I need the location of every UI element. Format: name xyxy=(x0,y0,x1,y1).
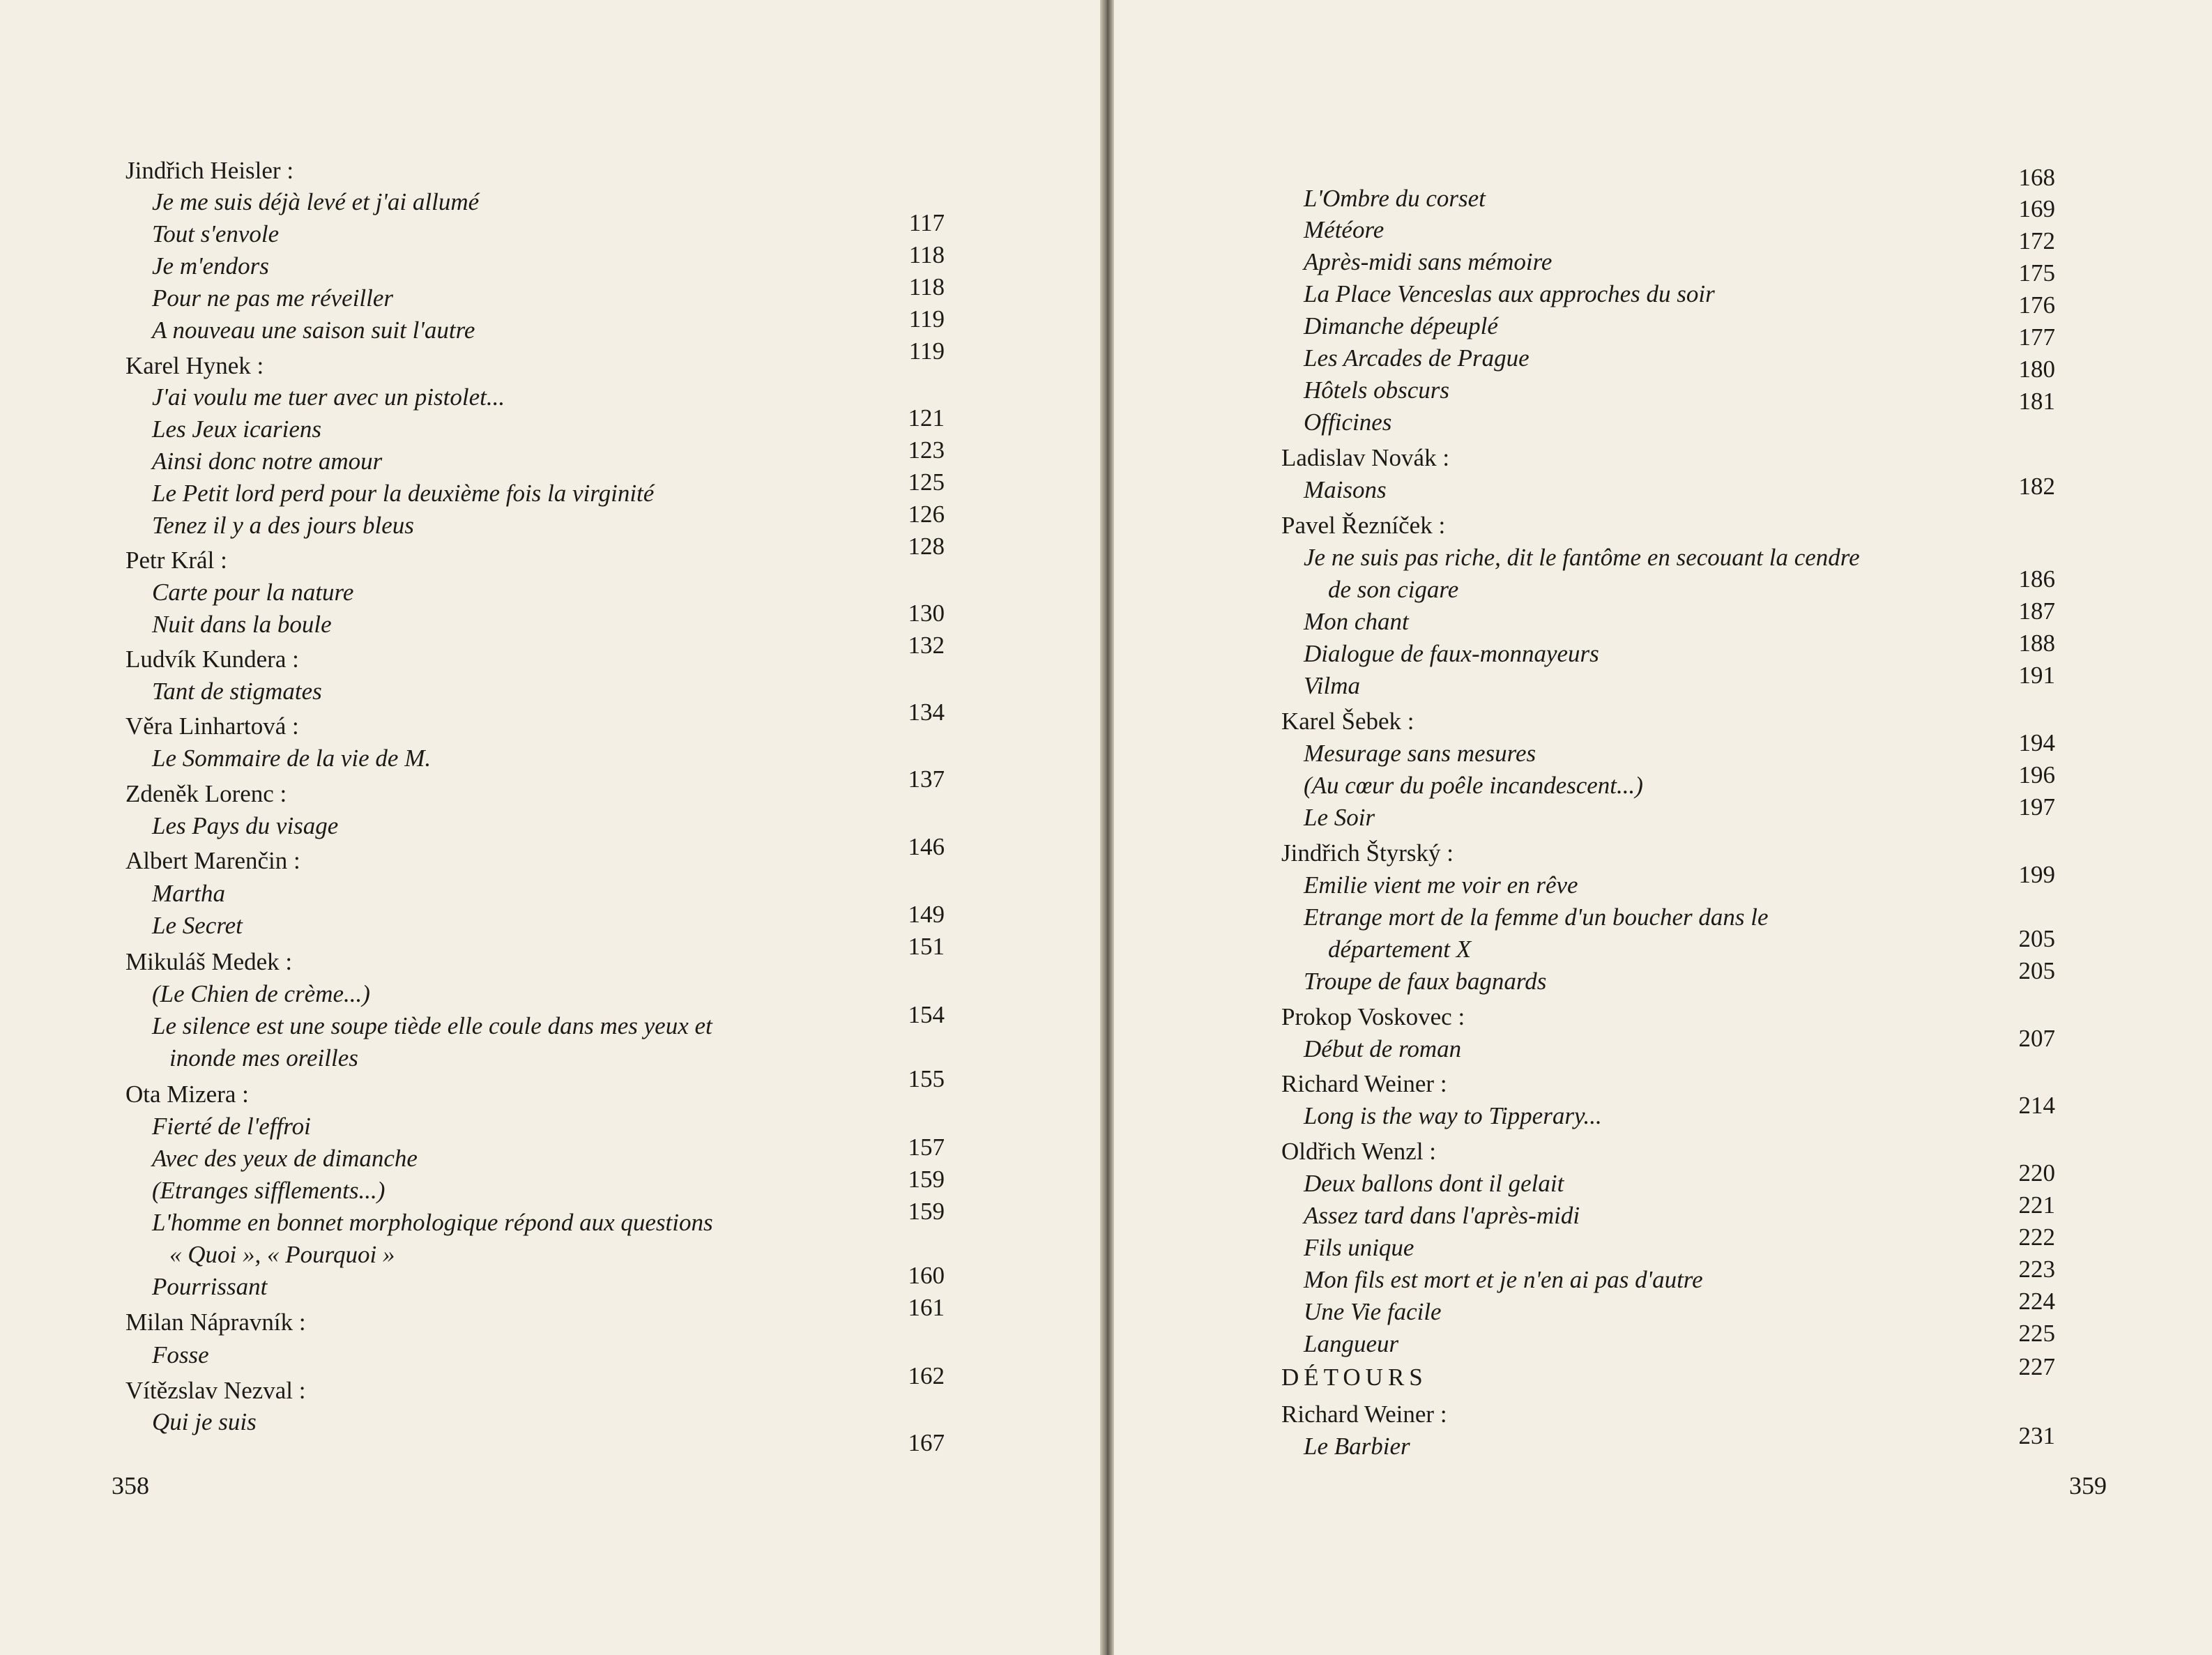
left-work-title: Le Petit lord perd pour la deuxième fois la virginité xyxy=(152,480,655,507)
right-work-title: Les Arcades de Prague xyxy=(1304,344,1530,372)
left-work-title: Les Jeux icariens xyxy=(152,415,321,443)
left-author-name: Jindřich Heisler : xyxy=(125,157,294,184)
right-author-name: Ladislav Novák : xyxy=(1281,444,1450,471)
left-work-title: Tant de stigmates xyxy=(152,678,322,705)
left-work-title: Ainsi donc notre amour xyxy=(152,448,383,475)
left-work-title: Je me suis déjà levé et j'ai allumé xyxy=(152,188,480,215)
right-work-title: Mon chant xyxy=(1304,608,1409,635)
left-page-ref: 154 xyxy=(908,1001,945,1028)
right-work-title: L'Ombre du corset xyxy=(1304,185,1486,212)
left-work-title: Nuit dans la boule xyxy=(152,611,332,638)
right-page-ref: 196 xyxy=(2018,761,2055,788)
right-page-ref: 214 xyxy=(2018,1092,2055,1119)
left-work-title: Carte pour la nature xyxy=(152,579,354,606)
right-work-title: Météore xyxy=(1304,216,1385,243)
right-work-title: Le Barbier xyxy=(1304,1433,1410,1460)
left-page-ref: 118 xyxy=(908,241,945,268)
left-author-name: Vítězslav Nezval : xyxy=(125,1377,306,1404)
right-work-title: Maisons xyxy=(1304,476,1387,503)
right-page-ref: 220 xyxy=(2018,1159,2055,1187)
left-page-ref: 161 xyxy=(908,1294,945,1321)
right-page-ref: 223 xyxy=(2018,1256,2055,1283)
right-work-title: (Au cœur du poêle incandescent...) xyxy=(1304,772,1643,799)
right-page-ref: 186 xyxy=(2018,565,2055,593)
left-page-ref: 132 xyxy=(908,632,945,659)
left-work-title: Tenez il y a des jours bleus xyxy=(152,512,414,539)
right-work-title: Deux ballons dont il gelait xyxy=(1304,1170,1564,1197)
right-page-ref: 168 xyxy=(2018,164,2055,191)
left-page-ref: 117 xyxy=(908,209,945,236)
left-work-title: L'homme en bonnet morphologique répond aux questions xyxy=(152,1209,713,1236)
left-page-ref: 121 xyxy=(908,404,945,432)
left-work-title: Le Sommaire de la vie de M. xyxy=(152,745,432,772)
right-work-title: Mon fils est mort et je n'en ai pas d'autre xyxy=(1304,1266,1703,1293)
left-page-ref: 160 xyxy=(908,1262,945,1289)
right-work-title: La Place Venceslas aux approches du soir xyxy=(1304,280,1715,307)
left-author-name: Zdeněk Lorenc : xyxy=(125,780,287,807)
left-work-title: J'ai voulu me tuer avec un pistolet... xyxy=(152,383,505,411)
right-section-heading: DÉTOURS xyxy=(1281,1364,1428,1391)
right-page-ref: 191 xyxy=(2018,662,2055,689)
right-page-ref: 199 xyxy=(2018,861,2055,888)
left-page-ref: 130 xyxy=(908,600,945,627)
left-page-ref: 155 xyxy=(908,1065,945,1092)
right-page-ref: 169 xyxy=(2018,195,2055,222)
left-page-ref: 128 xyxy=(908,533,945,560)
left-work-title: Fierté de l'effroi xyxy=(152,1113,311,1140)
left-work-title: (Le Chien de crème...) xyxy=(152,980,370,1007)
right-author-name: Pavel Řezníček : xyxy=(1281,512,1446,539)
left-page-ref: 119 xyxy=(908,305,945,333)
left-work-title: Pourrissant xyxy=(152,1273,268,1300)
right-work-title: Début de roman xyxy=(1304,1035,1462,1062)
left-page-ref: 157 xyxy=(908,1134,945,1161)
right-page-ref: 182 xyxy=(2018,473,2055,500)
right-work-title: Emilie vient me voir en rêve xyxy=(1304,871,1578,899)
right-page-number: 359 xyxy=(2069,1472,2107,1500)
left-author-name: Věra Linhartová : xyxy=(125,712,299,740)
right-page-ref: 205 xyxy=(2018,925,2055,952)
right-work-title: Après-midi sans mémoire xyxy=(1304,248,1553,275)
left-author-name: Ota Mizera : xyxy=(125,1081,249,1108)
right-author-name: Oldřich Wenzl : xyxy=(1281,1138,1437,1165)
left-page-ref: 137 xyxy=(908,765,945,793)
right-work-title: Le Soir xyxy=(1304,804,1375,831)
left-page-ref: 125 xyxy=(908,468,945,496)
left-work-title: Le Secret xyxy=(152,912,243,939)
right-page-ref: 222 xyxy=(2018,1223,2055,1251)
right-work-title: Hôtels obscurs xyxy=(1304,376,1450,404)
right-work-title: Troupe de faux bagnards xyxy=(1304,968,1547,995)
right-page-ref: 225 xyxy=(2018,1320,2055,1347)
left-work-title: « Quoi », « Pourquoi » xyxy=(169,1241,395,1268)
right-page-ref: 176 xyxy=(2018,291,2055,319)
right-page-ref: 177 xyxy=(2018,323,2055,351)
right-work-title: Mesurage sans mesures xyxy=(1304,740,1536,767)
left-author-name: Albert Marenčin : xyxy=(125,847,300,874)
left-page-ref: 123 xyxy=(908,436,945,464)
left-author-name: Karel Hynek : xyxy=(125,352,264,379)
left-work-title: inonde mes oreilles xyxy=(169,1044,358,1071)
left-work-title: Qui je suis xyxy=(152,1408,257,1435)
left-work-title: Martha xyxy=(152,880,225,907)
right-work-title: Vilma xyxy=(1304,672,1361,699)
left-page-ref: 151 xyxy=(908,933,945,960)
right-work-title: département X xyxy=(1328,936,1472,963)
left-work-title: Je m'endors xyxy=(152,252,269,280)
right-page-ref: 194 xyxy=(2018,729,2055,756)
right-work-title: Une Vie facile xyxy=(1304,1298,1442,1325)
right-work-title: Etrange mort de la femme d'un boucher dans le xyxy=(1304,903,1769,931)
left-page-ref: 134 xyxy=(908,699,945,726)
left-author-name: Mikuláš Medek : xyxy=(125,948,293,975)
right-page-ref: 205 xyxy=(2018,957,2055,984)
right-page-ref: 197 xyxy=(2018,793,2055,821)
right-page-ref: 175 xyxy=(2018,259,2055,287)
left-page-ref: 118 xyxy=(908,273,945,300)
right-page-ref: 181 xyxy=(2018,388,2055,415)
left-page-number: 358 xyxy=(112,1472,149,1500)
left-work-title: Les Pays du visage xyxy=(152,812,339,839)
left-author-name: Petr Král : xyxy=(125,547,227,574)
right-page-ref: 172 xyxy=(2018,227,2055,254)
left-page-ref: 119 xyxy=(908,337,945,365)
left-page-ref: 159 xyxy=(908,1166,945,1193)
right-page-ref: 188 xyxy=(2018,630,2055,657)
right-work-title: Langueur xyxy=(1304,1330,1399,1357)
left-author-name: Ludvík Kundera : xyxy=(125,646,299,673)
right-work-title: Dimanche dépeuplé xyxy=(1304,312,1498,340)
left-page-ref: 146 xyxy=(908,833,945,860)
left-work-title: Le silence est une soupe tiède elle coule dans mes yeux et xyxy=(152,1012,712,1039)
right-page-ref: 207 xyxy=(2018,1025,2055,1052)
left-work-title: Avec des yeux de dimanche xyxy=(152,1145,418,1172)
left-work-title: A nouveau une saison suit l'autre xyxy=(152,316,475,344)
left-work-title: Pour ne pas me réveiller xyxy=(152,284,394,312)
right-author-name: Richard Weiner : xyxy=(1281,1401,1447,1428)
left-work-title: Fosse xyxy=(152,1341,209,1368)
book-gutter xyxy=(1100,0,1114,1655)
right-work-title: de son cigare xyxy=(1328,576,1459,603)
right-work-title: Assez tard dans l'après-midi xyxy=(1304,1202,1580,1229)
left-page-ref: 126 xyxy=(908,501,945,528)
right-author-name: Richard Weiner : xyxy=(1281,1070,1447,1097)
left-page-ref: 162 xyxy=(908,1362,945,1389)
left-author-name: Milan Nápravník : xyxy=(125,1309,306,1336)
right-author-name: Karel Šebek : xyxy=(1281,708,1414,735)
right-work-title: Officines xyxy=(1304,409,1392,436)
right-author-name: Jindřich Štyrský : xyxy=(1281,839,1454,867)
right-page-ref: 227 xyxy=(2018,1353,2055,1380)
right-author-name: Prokop Voskovec : xyxy=(1281,1003,1465,1030)
left-work-title: Tout s'envole xyxy=(152,220,280,247)
right-page-ref: 180 xyxy=(2018,356,2055,383)
left-work-title: (Etranges sifflements...) xyxy=(152,1177,386,1204)
right-work-title: Long is the way to Tipperary... xyxy=(1304,1102,1602,1129)
right-page-ref: 224 xyxy=(2018,1288,2055,1315)
right-work-title: Fils unique xyxy=(1304,1234,1414,1261)
right-page-ref: 187 xyxy=(2018,597,2055,625)
left-page-ref: 159 xyxy=(908,1198,945,1225)
right-page-ref: 221 xyxy=(2018,1191,2055,1219)
right-work-title: Dialogue de faux-monnayeurs xyxy=(1304,640,1599,667)
right-work-title: Je ne suis pas riche, dit le fantôme en secouant la cendre xyxy=(1304,544,1860,571)
left-page-ref: 167 xyxy=(908,1429,945,1456)
right-page-ref: 231 xyxy=(2018,1422,2055,1449)
left-page-ref: 149 xyxy=(908,901,945,928)
